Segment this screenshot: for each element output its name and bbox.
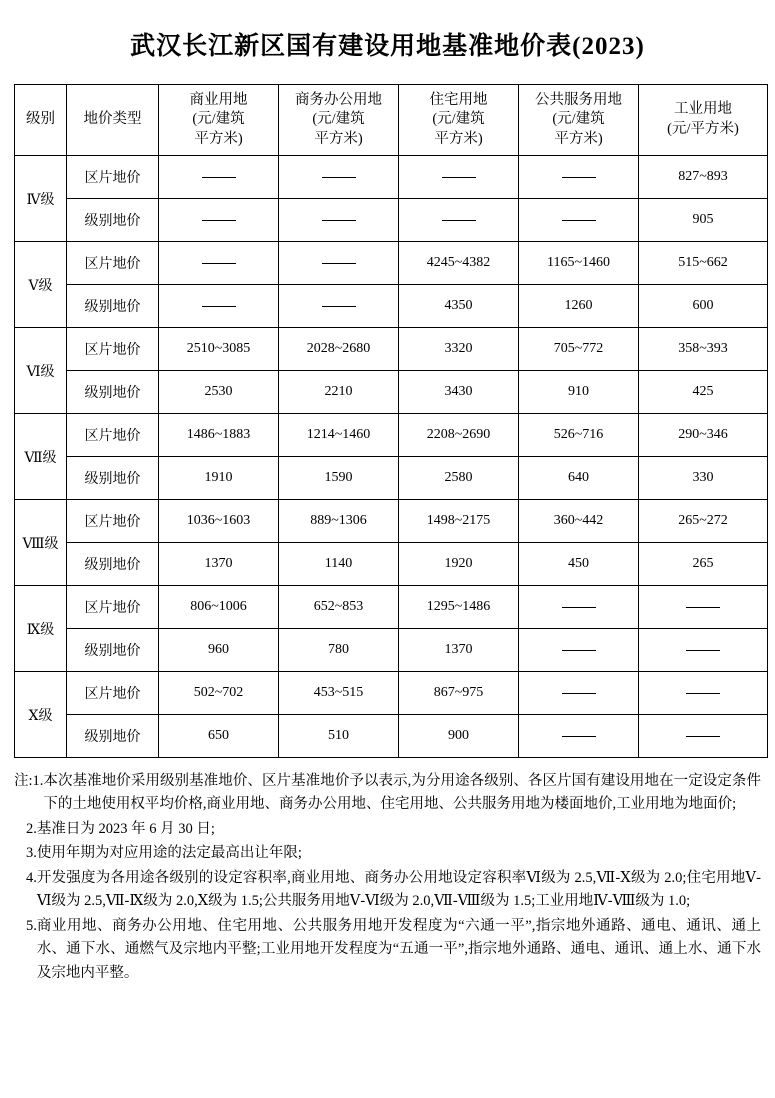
header-line-2: (元/建筑: [552, 111, 605, 128]
empty-dash-icon: [322, 177, 356, 178]
price-type-cell: 级别地价: [67, 629, 159, 672]
price-cell: [519, 629, 639, 672]
empty-dash-icon: [322, 306, 356, 307]
empty-dash-icon: [322, 263, 356, 264]
table-row: [15, 629, 768, 672]
price-cell: 3430: [399, 371, 519, 414]
header-line-1: 商业用地: [189, 91, 248, 108]
header-line-3: 平方米): [314, 130, 363, 147]
header-line-3: 平方米): [194, 130, 243, 147]
empty-dash-icon: [202, 263, 236, 264]
price-type-cell: 级别地价: [67, 715, 159, 758]
price-cell: 1486~1883: [159, 414, 279, 457]
price-cell: 265~272: [639, 500, 768, 543]
note-number: 2.: [26, 820, 37, 837]
price-type-cell: 级别地价: [67, 543, 159, 586]
header-line-2: (元/建筑: [432, 111, 485, 128]
column-header-commercial: [159, 85, 279, 156]
table-row: [15, 285, 768, 328]
price-cell: 2210: [279, 371, 399, 414]
price-cell: 290~346: [639, 414, 768, 457]
table-body: [15, 156, 768, 758]
price-cell: [159, 242, 279, 285]
price-cell: 1140: [279, 543, 399, 586]
table-row: [15, 371, 768, 414]
grade-cell: Ⅹ级: [15, 672, 67, 758]
empty-dash-icon: [442, 177, 476, 178]
price-cell: [159, 199, 279, 242]
column-header-residential: [399, 85, 519, 156]
price-cell: 889~1306: [279, 500, 399, 543]
price-cell: 827~893: [639, 156, 768, 199]
price-cell: [399, 199, 519, 242]
page-title: 武汉长江新区国有建设用地基准地价表(2023): [130, 33, 645, 60]
header-line-1: 工业用地: [674, 101, 732, 118]
note-item: [14, 867, 761, 914]
price-cell: 900: [399, 715, 519, 758]
table-row: [15, 199, 768, 242]
column-header-business-office: [279, 85, 399, 156]
price-cell: 265: [639, 543, 768, 586]
empty-dash-icon: [562, 607, 596, 608]
price-type-cell: 区片地价: [67, 156, 159, 199]
note-text: 基准日为 2023 年 6 月 30 日;: [36, 820, 215, 837]
grade-cell: Ⅳ级: [15, 156, 67, 242]
price-cell: 1260: [519, 285, 639, 328]
table-row: [15, 328, 768, 371]
table-row: [15, 242, 768, 285]
price-cell: [639, 715, 768, 758]
price-cell: 905: [639, 199, 768, 242]
price-cell: 425: [639, 371, 768, 414]
price-cell: [639, 672, 768, 715]
note-number: 1.: [32, 773, 44, 789]
column-header-industrial: [639, 85, 768, 156]
column-header-grade: 级别: [15, 85, 67, 156]
note-text: 使用年期为对应用途的法定最高出让年限;: [36, 845, 302, 862]
price-cell: [519, 156, 639, 199]
price-cell: 910: [519, 371, 639, 414]
note-item: [14, 915, 761, 985]
price-cell: 705~772: [519, 328, 639, 371]
price-cell: [279, 199, 399, 242]
table-row: [15, 414, 768, 457]
price-type-cell: 区片地价: [67, 500, 159, 543]
note-item: [14, 818, 761, 841]
empty-dash-icon: [202, 177, 236, 178]
price-cell: 1370: [159, 543, 279, 586]
table-row: [15, 715, 768, 758]
price-cell: 510: [279, 715, 399, 758]
notes-section: [14, 770, 761, 985]
price-cell: 453~515: [279, 672, 399, 715]
table-row: [15, 586, 768, 629]
price-cell: 2580: [399, 457, 519, 500]
header-line-2: (元/建筑: [192, 111, 245, 128]
price-cell: [519, 672, 639, 715]
empty-dash-icon: [562, 693, 596, 694]
price-cell: [399, 156, 519, 199]
price-cell: 360~442: [519, 500, 639, 543]
price-cell: 640: [519, 457, 639, 500]
price-cell: [279, 285, 399, 328]
price-cell: 3320: [399, 328, 519, 371]
price-cell: [519, 199, 639, 242]
header-line-1: 商务办公用地: [295, 91, 382, 108]
price-type-cell: 级别地价: [67, 285, 159, 328]
price-cell: [159, 285, 279, 328]
table-row: [15, 672, 768, 715]
grade-cell: Ⅷ级: [15, 500, 67, 586]
grade-cell: Ⅴ级: [15, 242, 67, 328]
empty-dash-icon: [686, 693, 720, 694]
price-cell: 1036~1603: [159, 500, 279, 543]
price-cell: 652~853: [279, 586, 399, 629]
price-cell: 2028~2680: [279, 328, 399, 371]
price-type-cell: 区片地价: [67, 586, 159, 629]
notes-prefix: 注:: [14, 773, 33, 789]
price-cell: 2530: [159, 371, 279, 414]
table-header-row: [15, 85, 768, 156]
header-line-2: (元/建筑: [312, 111, 365, 128]
price-cell: 1370: [399, 629, 519, 672]
header-line-3: 平方米): [554, 130, 603, 147]
price-cell: [159, 156, 279, 199]
price-type-cell: 级别地价: [67, 371, 159, 414]
price-type-cell: 区片地价: [67, 414, 159, 457]
note-number: 4.: [26, 869, 37, 886]
table-header: [15, 85, 768, 156]
empty-dash-icon: [562, 177, 596, 178]
note-text: 开发强度为各用途各级别的设定容积率,商业用地、商务办公用地设定容积率Ⅵ级为 2.5,Ⅶ-Ⅹ级为 2.0;住宅用地Ⅴ-Ⅵ级为 2.5,Ⅶ-Ⅸ级为 2.0,Ⅹ级为 1.5;公共服务用地Ⅴ-Ⅵ级为 2.0,Ⅶ-Ⅷ级为 1.5;工业用地Ⅳ-Ⅷ级为 1.0;: [36, 869, 761, 910]
price-cell: 358~393: [639, 328, 768, 371]
table-row: [15, 457, 768, 500]
price-cell: 502~702: [159, 672, 279, 715]
column-header-price-type: 地价类型: [67, 85, 159, 156]
header-line-3: 平方米): [434, 130, 483, 147]
table-row: [15, 156, 768, 199]
table-row: [15, 543, 768, 586]
price-cell: [279, 156, 399, 199]
note-number: 5.: [26, 917, 37, 934]
empty-dash-icon: [686, 607, 720, 608]
price-type-cell: 区片地价: [67, 328, 159, 371]
empty-dash-icon: [202, 220, 236, 221]
price-cell: 780: [279, 629, 399, 672]
price-cell: 1910: [159, 457, 279, 500]
note-text: 商业用地、商务办公用地、住宅用地、公共服务用地开发程度为“六通一平”,指宗地外通路、通电、通讯、通上水、通下水、通燃气及宗地内平整;工业用地开发程度为“五通一平”,指宗地外通路、通电、通讯、通上水、通下水及宗地内平整。: [36, 917, 761, 981]
price-cell: 526~716: [519, 414, 639, 457]
price-cell: [279, 242, 399, 285]
note-number: 3.: [26, 845, 37, 862]
empty-dash-icon: [562, 650, 596, 651]
price-cell: 600: [639, 285, 768, 328]
price-cell: 650: [159, 715, 279, 758]
price-cell: 4350: [399, 285, 519, 328]
grade-cell: Ⅵ级: [15, 328, 67, 414]
price-cell: 2510~3085: [159, 328, 279, 371]
price-cell: 515~662: [639, 242, 768, 285]
table-row: [15, 500, 768, 543]
price-cell: 1920: [399, 543, 519, 586]
price-cell: 806~1006: [159, 586, 279, 629]
note-item: [14, 770, 761, 817]
price-cell: 1214~1460: [279, 414, 399, 457]
price-type-cell: 区片地价: [67, 672, 159, 715]
price-cell: 1295~1486: [399, 586, 519, 629]
empty-dash-icon: [442, 220, 476, 221]
price-cell: 330: [639, 457, 768, 500]
price-cell: [519, 586, 639, 629]
price-cell: 1590: [279, 457, 399, 500]
price-type-cell: 级别地价: [67, 457, 159, 500]
price-cell: 2208~2690: [399, 414, 519, 457]
header-line-1: 住宅用地: [429, 91, 488, 108]
price-type-cell: 区片地价: [67, 242, 159, 285]
empty-dash-icon: [562, 736, 596, 737]
price-cell: [519, 715, 639, 758]
note-item: [14, 842, 761, 865]
grade-cell: Ⅶ级: [15, 414, 67, 500]
price-type-cell: 级别地价: [67, 199, 159, 242]
grade-cell: Ⅸ级: [15, 586, 67, 672]
empty-dash-icon: [322, 220, 356, 221]
empty-dash-icon: [686, 736, 720, 737]
empty-dash-icon: [202, 306, 236, 307]
price-cell: 1165~1460: [519, 242, 639, 285]
header-line-2: (元/平方米): [667, 121, 739, 137]
price-cell: 450: [519, 543, 639, 586]
header-line-1: 公共服务用地: [535, 91, 622, 108]
column-header-public-service: [519, 85, 639, 156]
empty-dash-icon: [562, 220, 596, 221]
empty-dash-icon: [686, 650, 720, 651]
price-cell: [639, 629, 768, 672]
price-cell: 867~975: [399, 672, 519, 715]
price-cell: [639, 586, 768, 629]
benchmark-land-price-table: [14, 84, 768, 758]
price-cell: 960: [159, 629, 279, 672]
price-cell: 1498~2175: [399, 500, 519, 543]
note-text: 本次基准地价采用级别基准地价、区片基准地价予以表示,为分用途各级别、各区片国有建设用地在一定设定条件下的土地使用权平均价格,商业用地、商务办公用地、住宅用地、公共服务用地为楼面地价,工业用地为地面价;: [43, 773, 761, 813]
price-cell: 4245~4382: [399, 242, 519, 285]
